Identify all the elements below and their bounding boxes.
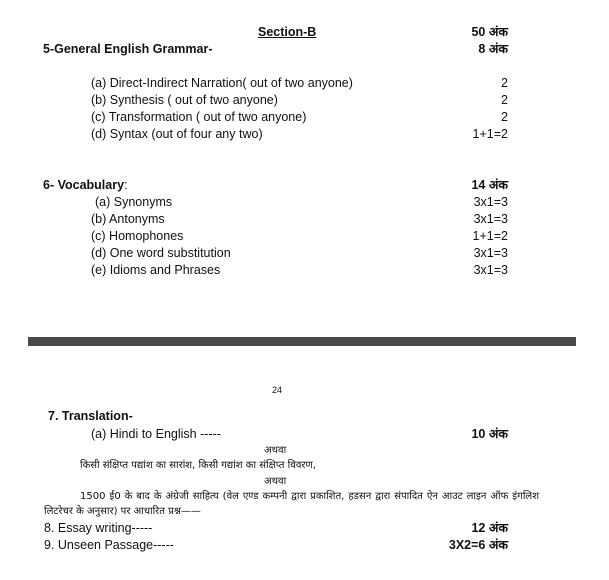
- grammar-item-a-marks: 2: [501, 76, 508, 90]
- translation-alternative-2: 1500 ई0 के बाद के अंग्रेजी साहित्य (वेल एण्ड कम्पनी द्वारा प्रकाशित, हडसन द्वारा संपादित ऐन आउट लाइन ऑफ इंगलिश लिटरेचर के अनुसार) पर आधारित प्रश्न——: [44, 491, 539, 517]
- or-separator-2: अथवा: [264, 476, 287, 487]
- vocabulary-item-e: (e) Idioms and Phrases: [91, 263, 221, 277]
- vocabulary-item-e-marks: 3x1=3: [473, 263, 508, 277]
- translation-item-a-marks: 10 अंक: [471, 427, 508, 441]
- vocabulary-item-d: (d) One word substitution: [91, 246, 231, 260]
- vocabulary-item-c-marks: 1+1=2: [472, 229, 508, 243]
- unseen-passage-marks: 3X2=6 अंक: [448, 538, 508, 552]
- page-number: 24: [272, 385, 283, 395]
- vocabulary-item-d-marks: 3x1=3: [473, 246, 508, 260]
- essay-writing: 8. Essay writing-----: [44, 521, 153, 535]
- or-separator-1: अथवा: [264, 445, 287, 456]
- vocabulary-item-a-marks: 3x1=3: [473, 195, 508, 209]
- page-separator: [28, 337, 576, 346]
- vocabulary-item-a: (a) Synonyms: [95, 195, 173, 209]
- vocabulary-heading: [43, 178, 128, 193]
- vocabulary-item-c: (c) Homophones: [91, 229, 184, 243]
- grammar-item-b-marks: 2: [501, 93, 508, 107]
- vocabulary-heading-colon: :: [124, 178, 128, 192]
- translation-item-a: (a) Hindi to English -----: [91, 427, 221, 441]
- grammar-item-b: (b) Synthesis ( out of two anyone): [91, 93, 278, 107]
- grammar-marks: 8 अंक: [478, 42, 508, 56]
- grammar-item-c-marks: 2: [501, 110, 508, 124]
- grammar-item-d: (d) Syntax (out of four any two): [91, 127, 263, 141]
- section-title: Section-B: [258, 25, 317, 39]
- essay-writing-marks: 12 अंक: [471, 521, 508, 535]
- grammar-item-a: (a) Direct-Indirect Narration( out of two anyone): [91, 76, 353, 90]
- grammar-item-c: (c) Transformation ( out of two anyone): [91, 110, 307, 124]
- vocabulary-item-b-marks: 3x1=3: [473, 212, 508, 226]
- translation-heading: 7. Translation-: [48, 409, 133, 423]
- translation-alternative-1: किसी संक्षिप्त पद्यांश का सारांश, किसी गद्यांश का संक्षिप्त विवरण,: [80, 460, 316, 471]
- section-marks: 50 अंक: [471, 25, 508, 39]
- vocabulary-heading-text: 6- Vocabulary: [43, 178, 125, 192]
- vocabulary-item-b: (b) Antonyms: [91, 212, 165, 226]
- grammar-item-d-marks: 1+1=2: [472, 127, 508, 141]
- unseen-passage: 9. Unseen Passage-----: [44, 538, 174, 552]
- grammar-heading: 5-General English Grammar-: [43, 42, 213, 56]
- vocabulary-marks: 14 अंक: [471, 178, 508, 192]
